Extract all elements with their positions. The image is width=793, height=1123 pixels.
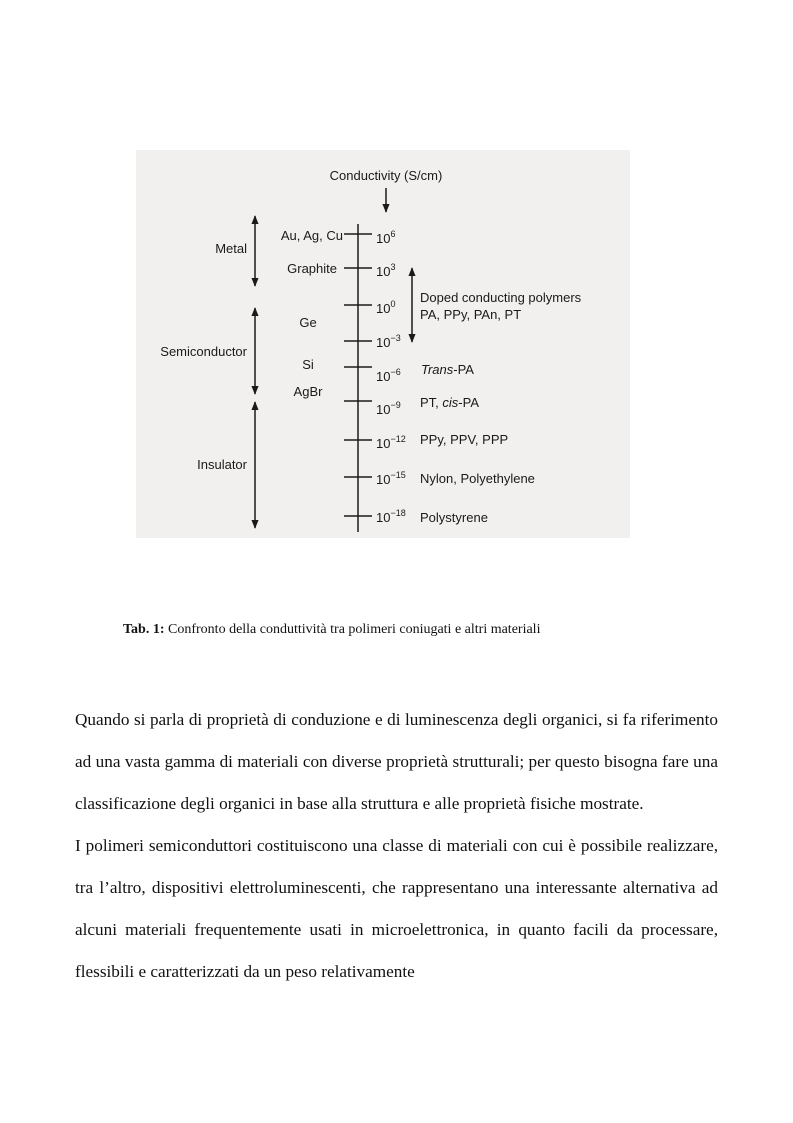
- category-label: Semiconductor: [160, 344, 247, 359]
- caption-label: Tab. 1:: [123, 622, 165, 637]
- conductivity-figure: [136, 150, 630, 538]
- doped-polymers-examples: PA, PPy, PAn, PT: [420, 307, 522, 322]
- category-label: Metal: [215, 241, 247, 256]
- body-text: [75, 699, 718, 993]
- material-label: AgBr: [293, 384, 323, 399]
- material-label: Trans-PA: [421, 362, 474, 377]
- figure-caption: [123, 621, 723, 639]
- tick-label: $10^{-6}$: [376, 367, 401, 384]
- tick-label: $10^3$: [376, 262, 396, 279]
- tick-label: $10^{-15}$: [376, 470, 406, 487]
- material-label: Si: [302, 357, 314, 372]
- axis-title: Conductivity (S/cm): [329, 168, 443, 183]
- material-label: Polystyrene: [420, 510, 488, 525]
- caption-text: Confronto della conduttività tra polimeri coniugati e altri materiali: [164, 622, 541, 637]
- paragraph: I polimeri semiconduttori costituiscono una classe di materiali con cui è possibile realizzare, tra l’altro, dispositivi elettroluminescenti, che rappresentano una interessante alternativa ad alcuni materiali frequentemente usati in microelettronica, in quanto facili da processare, flessibili e caratterizzati da un peso relativamente: [75, 836, 718, 981]
- material-label: Graphite: [287, 261, 337, 276]
- conductivity-diagram: [136, 150, 630, 538]
- tick-label: $10^{-12}$: [376, 434, 406, 451]
- tick-label: $10^{-3}$: [376, 333, 401, 350]
- doped-polymers-label: Doped conducting polymers: [420, 290, 582, 305]
- material-label: Ge: [299, 315, 317, 330]
- tick-label: $10^{-18}$: [376, 508, 406, 525]
- material-label: PT, cis-PA: [420, 395, 480, 410]
- tick-label: $10^6$: [376, 229, 396, 246]
- paragraph: Quando si parla di proprietà di conduzione e di luminescenza degli organici, si fa riferimento ad una vasta gamma di materiali con diverse proprietà strutturali; per questo bisogna fare una classificazione degli organici in base alla struttura e alle proprietà fisiche mostrate.: [75, 710, 718, 813]
- category-label: Insulator: [197, 457, 247, 472]
- tick-label: $10^0$: [376, 299, 396, 316]
- material-label: Au, Ag, Cu: [280, 228, 343, 243]
- material-label: Nylon, Polyethylene: [420, 471, 535, 486]
- material-label: PPy, PPV, PPP: [420, 432, 509, 447]
- tick-label: $10^{-9}$: [376, 400, 401, 417]
